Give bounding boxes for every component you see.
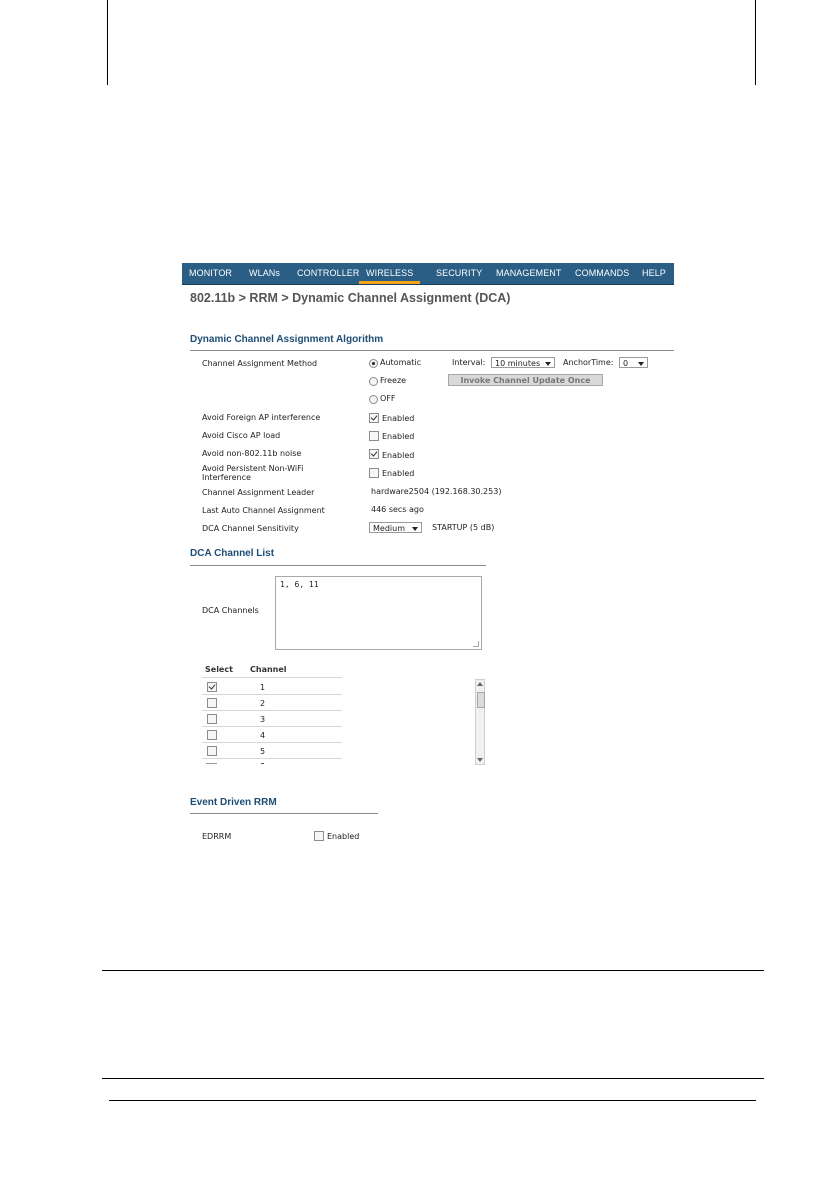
scroll-up-icon[interactable] [477,682,483,686]
clipped-row-fragment [206,763,217,766]
dca-channel-sensitivity-startup: STARTUP (5 dB) [432,523,495,532]
section-divider [190,565,486,566]
scroll-down-icon[interactable] [477,758,483,762]
channel-row-value: 2 [260,699,266,708]
interval-select-value: 10 minutes [495,359,541,368]
avoid-foreign-ap-label: Avoid Foreign AP interference [202,413,321,422]
radio-automatic[interactable] [369,359,378,368]
radio-freeze[interactable] [369,377,378,386]
channel-row-checkbox[interactable] [207,730,217,740]
menu-security[interactable]: SECURITY [436,268,483,278]
radio-off-label: OFF [380,394,396,403]
column-header-channel: Channel [250,665,287,674]
avoid-foreign-ap-checkbox[interactable] [369,413,379,423]
menu-wlans[interactable]: WLANs [249,268,281,278]
chevron-down-icon [412,527,418,531]
section-heading-event-driven-rrm: Event Driven RRM [190,797,277,808]
document-rule [102,1078,764,1079]
invoke-channel-update-button[interactable]: Invoke Channel Update Once [448,374,603,386]
table-row-rule [202,726,342,727]
channel-row-checkbox[interactable] [207,746,217,756]
menu-wireless[interactable]: WIRELESS [359,263,420,284]
channel-list-scrollbar[interactable] [475,679,485,765]
top-menu-bar [182,263,674,285]
table-row-rule [202,694,342,695]
edrrm-checkbox[interactable] [314,831,324,841]
avoid-cisco-ap-load-label: Avoid Cisco AP load [202,431,281,440]
edrrm-enabled-label: Enabled [327,832,360,841]
document-rule [102,970,764,971]
avoid-noise-checkbox[interactable] [369,449,379,459]
table-header-rule [202,677,342,678]
menu-controller[interactable]: CONTROLLER [297,268,360,278]
menu-management[interactable]: MANAGEMENT [496,268,562,278]
avoid-cisco-ap-load-checkbox[interactable] [369,431,379,441]
avoid-persistent-nonwifi-label-line2: Interference [202,473,251,482]
page-title: 802.11b > RRM > Dynamic Channel Assignment (DCA) [190,291,511,305]
scroll-thumb[interactable] [477,692,485,708]
column-header-select: Select [205,665,233,674]
dca-channel-sensitivity-select-value: Medium [373,524,405,533]
document-corner-mark-right [755,0,756,85]
interval-select[interactable] [491,357,555,368]
channel-assignment-method-label: Channel Assignment Method [202,359,318,368]
radio-automatic-label: Automatic [380,358,422,367]
avoid-noise-enabled-label: Enabled [382,451,415,460]
avoid-cisco-ap-load-enabled-label: Enabled [382,432,415,441]
dca-channels-value: 1, 6, 11 [280,580,319,589]
menu-commands[interactable]: COMMANDS [575,268,630,278]
document-corner-mark-left [107,0,108,85]
section-heading-dca-algorithm: Dynamic Channel Assignment Algorithm [190,334,384,345]
channel-row-value: 4 [260,731,266,740]
chevron-down-icon [545,362,551,366]
section-heading-dca-channel-list: DCA Channel List [190,548,275,559]
last-auto-channel-assignment-value: 446 secs ago [371,505,424,514]
channel-assignment-leader-value: hardware2504 (192.168.30.253) [371,487,502,496]
menu-monitor[interactable]: MONITOR [189,268,233,278]
menu-help[interactable]: HELP [642,268,666,278]
chevron-down-icon [638,362,644,366]
edrrm-label: EDRRM [202,832,232,841]
resize-grip-icon[interactable] [473,641,479,647]
wlc-screenshot [182,263,674,848]
dca-channels-textarea[interactable] [275,576,482,650]
channel-assignment-leader-label: Channel Assignment Leader [202,488,315,497]
avoid-persistent-nonwifi-enabled-label: Enabled [382,469,415,478]
radio-freeze-label: Freeze [380,376,407,385]
table-row-rule [202,710,342,711]
channel-row-checkbox[interactable] [207,682,217,692]
dca-channel-sensitivity-select[interactable] [369,522,422,533]
table-row-rule [202,742,342,743]
channel-row-checkbox[interactable] [207,698,217,708]
dca-channels-label: DCA Channels [202,606,259,615]
anchor-time-select-value: 0 [623,359,629,368]
last-auto-channel-assignment-label: Last Auto Channel Assignment [202,506,325,515]
dca-channel-sensitivity-label: DCA Channel Sensitivity [202,524,299,533]
clipped-row-fragment [261,763,264,766]
anchor-time-select[interactable] [619,357,648,368]
channel-row-checkbox[interactable] [207,714,217,724]
avoid-noise-label: Avoid non-802.11b noise [202,449,302,458]
document-rule [109,1100,756,1101]
channel-row-value: 3 [260,715,266,724]
avoid-foreign-ap-enabled-label: Enabled [382,414,415,423]
avoid-persistent-nonwifi-label-line1: Avoid Persistent Non-WiFi [202,464,304,473]
channel-row-value: 1 [260,683,266,692]
interval-label: Interval: [452,358,486,367]
section-divider [190,350,674,351]
section-divider [190,813,378,814]
channel-row-value: 5 [260,747,266,756]
avoid-persistent-nonwifi-checkbox[interactable] [369,468,379,478]
radio-off[interactable] [369,395,378,404]
anchor-time-label: AnchorTime: [563,358,614,367]
table-row-rule [202,758,342,759]
